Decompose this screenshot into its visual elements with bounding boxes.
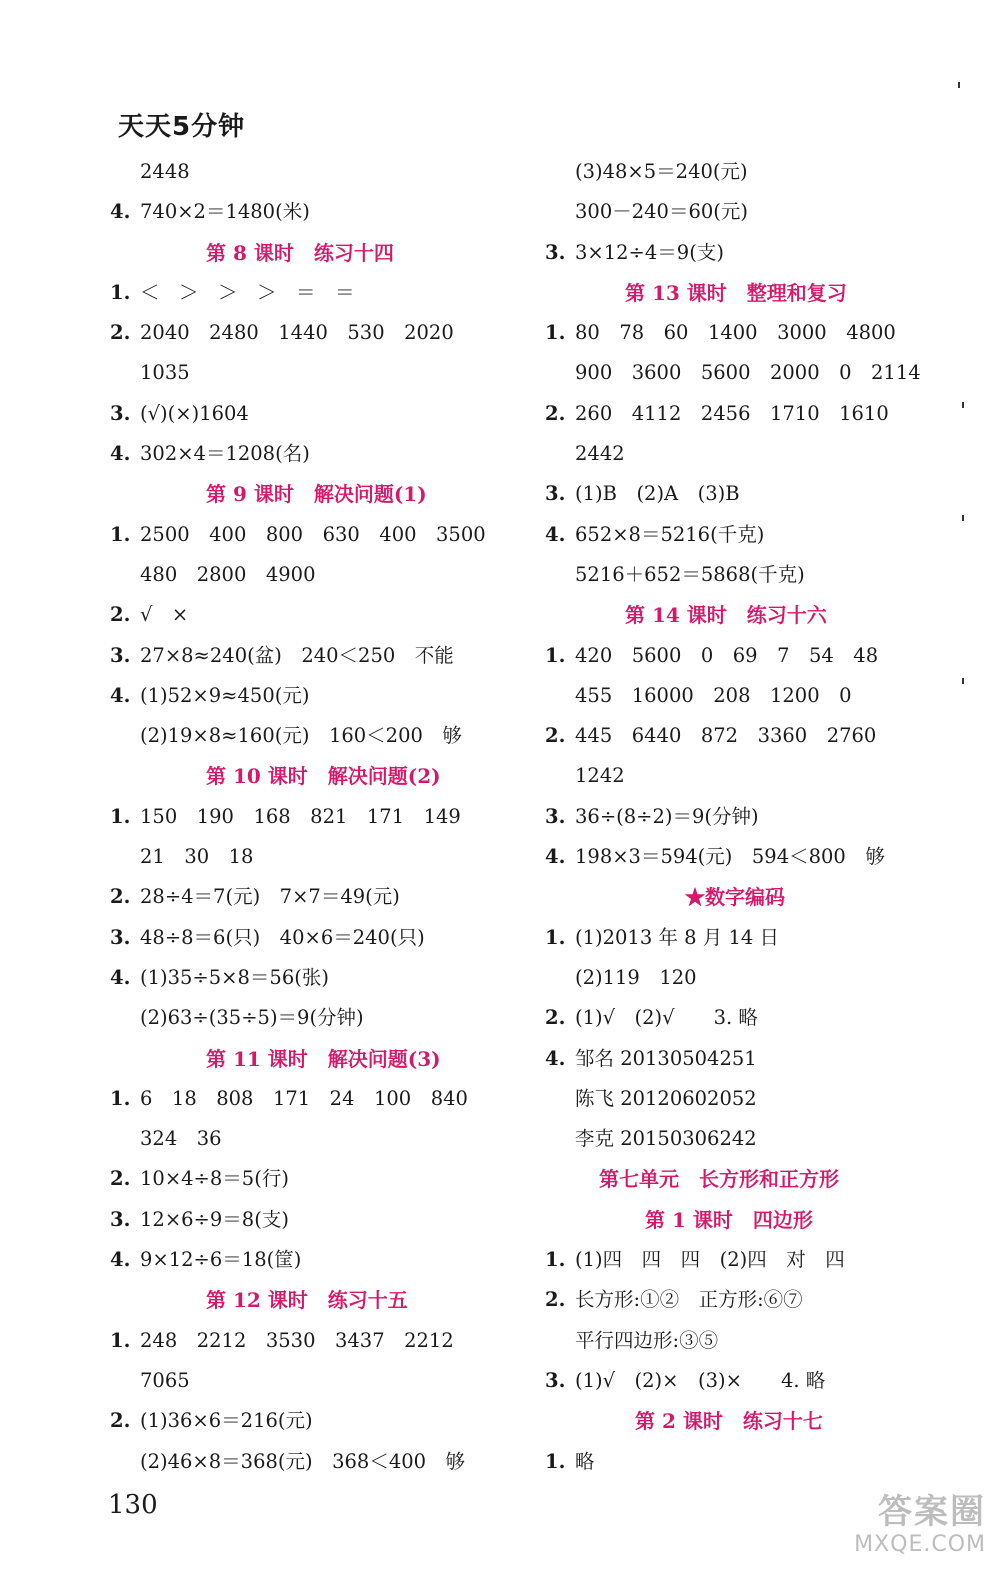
answer-line <box>545 1039 975 1079</box>
answer-text: 300－240＝60(元) <box>575 200 748 224</box>
answer-text: (1)B (2)A (3)B <box>575 482 740 506</box>
answer-text: 2500 400 800 630 400 3500 <box>140 522 486 546</box>
answer-line <box>110 434 540 474</box>
answer-text: 248 2212 3530 3437 2212 <box>140 1328 454 1352</box>
item-number: 3. <box>545 804 566 828</box>
item-number: 3. <box>110 401 131 425</box>
answer-text: (1)52×9≈450(元) <box>140 683 310 707</box>
answer-text: 28÷4＝7(元) 7×7＝49(元) <box>140 885 400 909</box>
answer-line <box>110 958 540 998</box>
answer-text: 21 30 18 <box>140 845 254 869</box>
answer-line <box>110 273 540 313</box>
answer-text: (2)19×8≈160(元) 160＜200 够 <box>140 724 462 748</box>
answer-text: 5216＋652＝5868(千克) <box>575 562 805 586</box>
item-number: 4. <box>545 522 566 546</box>
answer-line <box>110 676 540 716</box>
answer-line <box>545 152 975 192</box>
item-number: 2. <box>545 724 566 748</box>
item-number: 3. <box>545 1368 566 1392</box>
answer-line <box>545 1280 975 1320</box>
item-number: 3. <box>110 925 131 949</box>
answer-text: 3×12÷4＝9(支) <box>575 240 724 264</box>
watermark-logo: 答案圈 <box>878 1492 986 1532</box>
section-heading-text: 第 13 课时 整理和复习 <box>625 280 847 305</box>
answer-line <box>545 192 975 232</box>
item-number: 1. <box>110 522 131 546</box>
item-number: 2. <box>110 1167 131 1191</box>
answer-line <box>545 1442 975 1482</box>
answer-line <box>545 958 975 998</box>
answer-line <box>110 837 540 877</box>
item-number: 4. <box>110 442 131 466</box>
answer-line <box>110 1200 540 1240</box>
answer-text: 平行四边形:③⑤ <box>575 1328 719 1352</box>
item-number: 2. <box>110 321 131 345</box>
answer-line <box>545 918 975 958</box>
answer-column-right <box>545 152 975 1482</box>
answer-line <box>110 313 540 353</box>
answer-line <box>545 1119 975 1159</box>
watermark-url: MXQE.COM <box>854 1532 986 1557</box>
section-heading-text: 第 8 课时 练习十四 <box>206 240 394 265</box>
item-number: 4. <box>110 965 131 989</box>
answer-text: (1)2013 年 8 月 14 日 <box>575 925 779 949</box>
answer-line <box>545 676 975 716</box>
answer-line <box>110 515 540 555</box>
answer-line <box>545 797 975 837</box>
section-heading-text: ★数字编码 <box>685 885 785 910</box>
item-number: 1. <box>110 1086 131 1110</box>
answer-text: (1)35÷5×8＝56(张) <box>140 965 329 989</box>
answer-text: (2)46×8＝368(元) 368＜400 够 <box>140 1449 466 1473</box>
section-heading <box>545 1200 975 1240</box>
item-number: 1. <box>545 925 566 949</box>
answer-text: (3)48×5＝240(元) <box>575 160 748 183</box>
section-heading <box>545 877 975 917</box>
answer-line <box>110 152 540 192</box>
answer-text: (2)119 120 <box>575 965 697 989</box>
book-title: 天天5分钟 <box>118 112 246 142</box>
section-heading <box>545 273 975 313</box>
item-number: 3. <box>110 1207 131 1231</box>
answer-line <box>545 636 975 676</box>
section-heading-text: 第 10 课时 解决问题(2) <box>206 764 441 789</box>
answer-text: ＜ ＞ ＞ ＞ ＝ ＝ <box>140 280 355 304</box>
item-number: 1. <box>110 804 131 828</box>
item-number: 4. <box>545 1046 566 1070</box>
answer-text: 略 <box>575 1449 595 1473</box>
answer-line <box>110 192 540 232</box>
section-heading-text: 第 11 课时 解决问题(3) <box>206 1046 441 1071</box>
item-number: 4. <box>110 683 131 707</box>
answer-text: (1)36×6＝216(元) <box>140 1409 313 1433</box>
answer-line <box>110 1119 540 1159</box>
answer-line <box>110 797 540 837</box>
answer-column-left <box>110 152 540 1482</box>
answer-line <box>110 877 540 917</box>
answer-line <box>110 394 540 434</box>
watermark <box>786 1492 986 1562</box>
answer-text: (2)63÷(35÷5)＝9(分钟) <box>140 1006 364 1030</box>
answer-text: 2442 <box>575 442 625 466</box>
item-number: 3. <box>110 643 131 667</box>
section-heading-text: 第 1 课时 四边形 <box>645 1207 813 1232</box>
item-number: 1. <box>545 1449 566 1473</box>
answer-text: 420 5600 0 69 7 54 48 <box>575 643 879 667</box>
item-number: 2. <box>110 885 131 909</box>
answer-text: 12×6÷9＝8(支) <box>140 1207 289 1231</box>
answer-text: 80 78 60 1400 3000 4800 <box>575 321 896 345</box>
answer-text: 900 3600 5600 2000 0 2114 <box>575 361 921 385</box>
answer-line <box>545 353 975 393</box>
answer-line <box>545 1079 975 1119</box>
answer-text: 陈飞 20120602052 <box>575 1086 757 1110</box>
answer-text: 302×4＝1208(名) <box>140 442 310 466</box>
answer-line <box>545 998 975 1038</box>
answer-line <box>545 434 975 474</box>
answer-text: 1242 <box>575 764 625 788</box>
item-number: 4. <box>110 200 131 224</box>
answer-text: 长方形:①② 正方形:⑥⑦ <box>575 1288 803 1312</box>
answer-line <box>545 233 975 273</box>
item-number: 4. <box>110 1248 131 1272</box>
section-heading-text: 第七单元 长方形和正方形 <box>599 1167 839 1192</box>
answer-line <box>545 1361 975 1401</box>
section-heading-text: 第 12 课时 练习十五 <box>206 1288 408 1313</box>
answer-line <box>110 353 540 393</box>
edge-mark <box>958 82 960 88</box>
edge-mark <box>962 678 964 684</box>
item-number: 3. <box>545 240 566 264</box>
answer-line <box>110 555 540 595</box>
answer-line <box>110 1159 540 1199</box>
answer-line <box>545 515 975 555</box>
answer-text: 455 16000 208 1200 0 <box>575 683 852 707</box>
answer-line <box>110 595 540 635</box>
item-number: 4. <box>545 845 566 869</box>
edge-mark <box>962 402 964 408</box>
section-heading <box>110 474 540 514</box>
answer-text: 652×8＝5216(千克) <box>575 522 765 546</box>
section-heading <box>545 1401 975 1441</box>
section-heading-text: 第 9 课时 解决问题(1) <box>206 482 427 507</box>
answer-line <box>545 716 975 756</box>
answer-line <box>545 555 975 595</box>
answer-text: 邹名 20130504251 <box>575 1046 757 1070</box>
answer-text: 324 36 <box>140 1127 222 1151</box>
item-number: 2. <box>545 401 566 425</box>
item-number: 1. <box>545 643 566 667</box>
item-number: 2. <box>110 1409 131 1433</box>
answer-line <box>545 756 975 796</box>
answer-line <box>545 1321 975 1361</box>
answer-line <box>110 1079 540 1119</box>
section-heading <box>545 1159 975 1199</box>
answer-line <box>110 1442 540 1482</box>
answer-line <box>545 837 975 877</box>
section-heading <box>110 233 540 273</box>
answer-text: 260 4112 2456 1710 1610 <box>575 401 889 425</box>
answer-text: 198×3＝594(元) 594＜800 够 <box>575 845 885 869</box>
item-number: 2. <box>545 1288 566 1312</box>
answer-line <box>545 313 975 353</box>
item-number: 1. <box>110 280 131 304</box>
section-heading-text: 第 2 课时 练习十七 <box>635 1409 823 1434</box>
answer-text: 6 18 808 171 24 100 840 <box>140 1086 468 1110</box>
answer-text: 2040 2480 1440 530 2020 <box>140 321 454 345</box>
answer-text: 1035 <box>140 361 190 385</box>
answer-line <box>110 1401 540 1441</box>
answer-line <box>110 1240 540 1280</box>
answer-text: 740×2＝1480(米) <box>140 200 310 224</box>
answer-text: 48÷8＝6(只) 40×6＝240(只) <box>140 925 425 949</box>
page-number: 130 <box>108 1490 158 1520</box>
answer-text: 480 2800 4900 <box>140 562 316 586</box>
answer-line <box>110 1361 540 1401</box>
item-number: 1. <box>545 321 566 345</box>
answer-line <box>110 636 540 676</box>
item-number: 2. <box>545 1006 566 1030</box>
edge-mark <box>962 515 964 521</box>
item-number: 2. <box>110 603 131 627</box>
answer-line <box>545 394 975 434</box>
item-number: 1. <box>545 1248 566 1272</box>
answer-line <box>110 998 540 1038</box>
section-heading <box>110 1280 540 1320</box>
answer-text: 9×12÷6＝18(筐) <box>140 1248 302 1272</box>
section-heading <box>545 595 975 635</box>
section-heading <box>110 1039 540 1079</box>
answer-text: 10×4÷8＝5(行) <box>140 1167 289 1191</box>
answer-text: 150 190 168 821 171 149 <box>140 804 461 828</box>
section-heading-text: 第 14 课时 练习十六 <box>625 603 827 628</box>
answer-text: 445 6440 872 3360 2760 <box>575 724 877 748</box>
answer-text: 2448 <box>140 160 190 183</box>
answer-text: 李克 20150306242 <box>575 1127 757 1151</box>
answer-line <box>545 1240 975 1280</box>
answer-text: (1)√ (2)× (3)× 4. 略 <box>575 1368 826 1392</box>
item-number: 1. <box>110 1328 131 1352</box>
item-number: 3. <box>545 482 566 506</box>
answer-text: 36÷(8÷2)＝9(分钟) <box>575 804 759 828</box>
answer-text: (1)四 四 四 (2)四 对 四 <box>575 1248 845 1272</box>
answer-line <box>110 716 540 756</box>
answer-text: (√)(×)1604 <box>140 401 249 425</box>
answer-line <box>545 474 975 514</box>
answer-text: √ × <box>140 603 189 627</box>
answer-text: 7065 <box>140 1368 190 1392</box>
answer-line <box>110 918 540 958</box>
answer-text: (1)√ (2)√ 3. 略 <box>575 1006 758 1030</box>
answer-text: 27×8≈240(盆) 240＜250 不能 <box>140 643 454 667</box>
answer-line <box>110 1321 540 1361</box>
section-heading <box>110 756 540 796</box>
